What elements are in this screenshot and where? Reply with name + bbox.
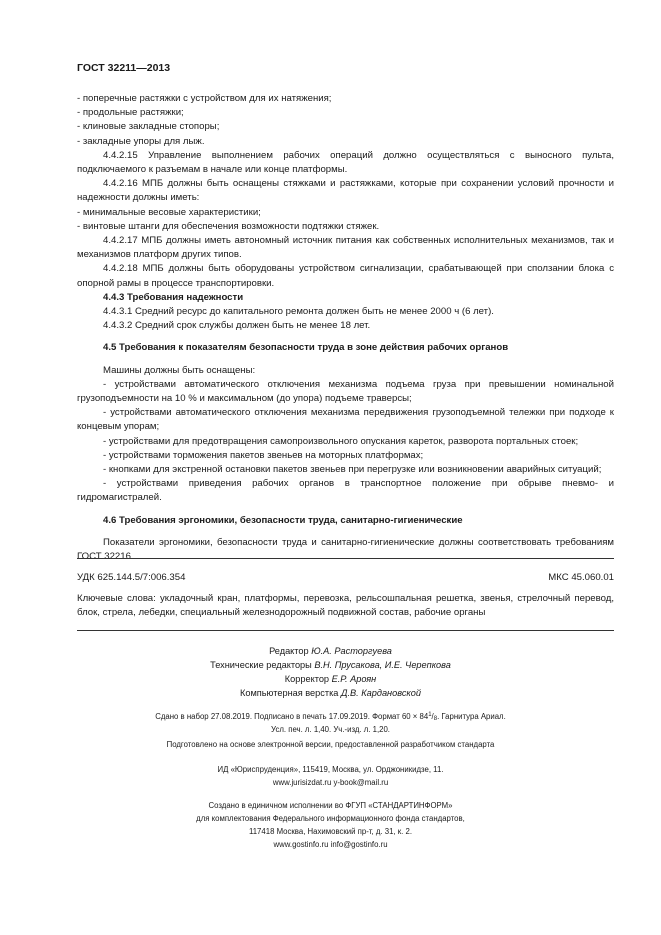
imprint-editor (0, 644, 661, 658)
imprint-corrector (0, 672, 661, 686)
paragraph: - устройствами приведения рабочих органов в транспортное положение при обрыве пневмо- и гидромагистралей. (77, 478, 614, 504)
paragraph: - поперечные растяжки с устройством для их натяжения; (77, 93, 332, 104)
print-details: Сдано в набор 27.08.2019. Подписано в печать 17.09.2019. Формат $60 \times 84^1/_8$. Гарнитура Ариал. (155, 712, 506, 722)
paragraph: - устройствами торможения пакетов звеньев на моторных платформах; (103, 449, 424, 461)
imprint-layout (0, 686, 661, 700)
paragraph: - устройствами автоматического отключения механизма подъема груза при превышении номинальной грузоподъемности на 10 % и максимальном (до упора) подъеме траверсы; (77, 378, 614, 405)
corrector-name: Е.Р. Ароян (331, 674, 377, 684)
paragraph: - клиновые закладные стопоры; (77, 121, 220, 133)
created-line3: 117418 Москва, Нахимовский пр-т, д. 31, к. 2. (248, 827, 413, 836)
paragraph: 4.4.2.17 МПБ должны иметь автономный источник питания как собственных исполнительных механизмов, так и механизмов платформ других типов. (77, 235, 614, 261)
paragraph: - винтовые штанги для обеспечения возможности подтяжки стяжек. (77, 220, 380, 232)
created-line4: www.gostinfo.ru info@gostinfo.ru (273, 840, 388, 849)
tech-names: В.Н. Прусакова, И.Е. Черепкова (314, 660, 451, 670)
publisher-contacts: www.jurisizdat.ru y-book@mail.ru (272, 778, 389, 787)
keywords: Ключевые слова: укладочный кран, платформы, перевозка, рельсошпальная решетка, звенья, стрелочный перевод, блок, стрела, лебедки, специальный железнодорожный подвижной состав, рабочие органы (77, 593, 614, 619)
section-heading: 4.5 Требования к показателям безопасности труда в зоне действия рабочих органов (103, 342, 509, 354)
created-line1: Создано в единичном исполнении во ФГУП «СТАНДАРТИНФОРМ» (208, 801, 453, 810)
paragraph: - закладные упоры для лыж. (77, 135, 205, 147)
layout-label: Компьютерная верстка (240, 688, 339, 698)
udk-code: УДК 625.144.5/7:006.354 (77, 572, 186, 583)
classification-row (77, 572, 614, 583)
publisher-address: ИД «Юриспруденция», 115419, Москва, ул. Орджоникидзе, 11. (217, 765, 444, 774)
imprint-tech-editors (0, 658, 661, 672)
divider (77, 630, 614, 631)
paragraph: 4.4.3.1 Средний ресурс до капитального ремонта должен быть не менее 2000 ч (6 лет). (103, 306, 494, 318)
document-body (77, 92, 614, 564)
paragraph: - устройствами автоматического отключения механизма передвижения грузоподъемной тележки при подходе к концевым упорам; (77, 407, 614, 433)
prepared-note: Подготовлено на основе электронной версии, предоставленной разработчиком стандарта (166, 740, 495, 749)
created-line2: для комплектования Федерального информационного фонда стандартов, (196, 814, 465, 823)
divider (77, 558, 614, 559)
section-heading: 4.4.3 Требования надежности (103, 291, 244, 303)
layout-name: Д.В. Кардановской (340, 688, 421, 698)
editor-label: Редактор (269, 646, 309, 656)
tech-label: Технические редакторы (210, 660, 312, 670)
editor-name: Ю.А. Расторгуева (311, 646, 392, 656)
paragraph: Машины должны быть оснащены: (103, 364, 256, 376)
document-header: ГОСТ 32211—2013 (77, 62, 171, 74)
paragraph: Показатели эргономики, безопасности труда и санитарно-гигиенические должны соответствовать требованиям ГОСТ 32216. (77, 536, 614, 563)
paragraph: 4.4.2.16 МПБ должны быть оснащены стяжками и растяжками, которые при сохранении условий прочности и надежности должны иметь: (77, 178, 614, 204)
paragraph: - продольные растяжки; (77, 107, 184, 119)
corrector-label: Корректор (284, 674, 330, 684)
paragraph: 4.4.2.15 Управление выполнением рабочих операций должно осуществляться с выносного пульта, подключаемого к разъемам в начале или конце платформы. (77, 149, 614, 176)
paragraph: - кнопками для экстренной остановки пакетов звеньев при перегрузке или возникновении аварийных ситуаций; (103, 464, 602, 476)
paragraph: - минимальные весовые характеристики; (77, 206, 261, 218)
paragraph: 4.4.2.18 МПБ должны быть оборудованы устройством сигнализации, срабатывающей при сползании блока с опорной рамы в процессе транспортировки. (77, 263, 614, 289)
section-heading: 4.6 Требования эргономики, безопасности труда, санитарно-гигиенические (103, 514, 463, 526)
paragraph: 4.4.3.2 Средний срок службы должен быть не менее 18 лет. (103, 320, 371, 332)
print-sheets: Усл. печ. л. 1,40. Уч.-изд. л. 1,20. (271, 725, 390, 734)
mks-code: МКС 45.060.01 (548, 572, 614, 583)
paragraph: - устройствами для предотвращения самопроизвольного опускания кареток, разворота портальных стоек; (103, 435, 579, 447)
